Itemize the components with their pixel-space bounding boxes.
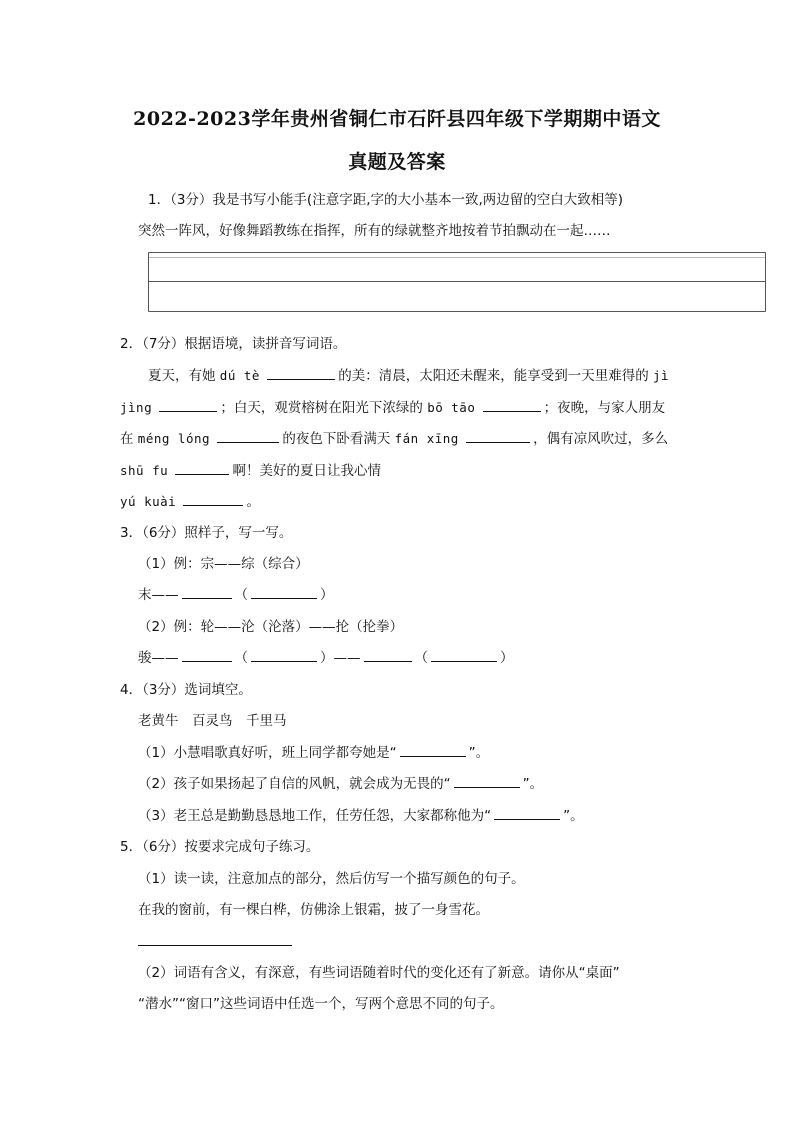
q3-example2: （2）例：轮——沦（沦落）——抡（抡拳）	[138, 619, 404, 635]
answer-blank[interactable]	[251, 648, 317, 662]
q4-label: 4．（3分）选词填空。	[120, 682, 252, 698]
q2-text: 的夜色下卧看满天	[282, 431, 391, 447]
paren: ）	[320, 650, 334, 666]
pinyin: fán xīng	[394, 431, 459, 446]
pinyin: jì	[653, 368, 670, 383]
q1-label: 1．（3分）我是书写小能手(注意字距,字的大小基本一致,两边留的空白大致相等)	[148, 192, 624, 208]
handwriting-guide-line	[149, 257, 765, 258]
answer-blank[interactable]	[182, 648, 232, 662]
answer-blank[interactable]	[159, 398, 217, 412]
q4-word-bank: 老黄牛 百灵鸟 千里马	[138, 713, 287, 729]
paren: （	[414, 650, 428, 666]
q5-instruction2a: （2）词语有含义，有深意，有些词语随着时代的变化还有了新意。请你从“桌面”	[138, 965, 620, 981]
q2-text: 的美：清晨，太阳还未醒来，能享受到一天里难得的	[338, 368, 649, 384]
paren: ）	[500, 650, 514, 666]
q2-label: 2．（7分）根据语境，读拼音写词语。	[120, 336, 347, 352]
q2-line2	[120, 396, 665, 416]
answer-blank[interactable]	[175, 461, 229, 475]
pinyin: dú tè	[219, 368, 260, 383]
q5-example-sentence: 在我的窗前，有一棵白桦，仿佛涂上银霜，披了一身雪花。	[138, 902, 489, 918]
paren: （	[234, 650, 248, 666]
q2-line1	[148, 364, 669, 384]
q4-sentence2	[138, 772, 543, 792]
dash: ——	[333, 650, 361, 666]
answer-blank[interactable]	[217, 429, 279, 443]
q2-text: 。	[246, 494, 260, 510]
q2-text: 在	[120, 431, 134, 447]
q2-line5	[120, 490, 260, 510]
q2-line3	[120, 427, 668, 447]
q3-line2	[138, 646, 514, 666]
answer-blank[interactable]	[454, 774, 520, 788]
q4-sentence1	[138, 741, 489, 761]
q2-text: ，偶有凉风吹过，多么	[533, 431, 669, 447]
answer-blank[interactable]	[431, 648, 497, 662]
q4-text: （1）小慧唱歌真好听，班上同学都夸她是“	[138, 745, 397, 761]
q2-text: 夏天，有她	[148, 368, 216, 384]
answer-blank[interactable]	[483, 398, 541, 412]
q5-instruction2b: “潜水”“窗口”这些词语中任选一个，写两个意思不同的句子。	[138, 996, 504, 1012]
q4-sentence3	[138, 804, 584, 824]
handwriting-mid-line	[149, 281, 765, 282]
answer-blank[interactable]	[466, 429, 530, 443]
answer-line[interactable]	[138, 945, 292, 946]
answer-blank[interactable]	[400, 743, 466, 757]
q2-text: ；白天，观赏榕树在阳光下浓绿的	[220, 400, 423, 416]
q3-line1	[138, 583, 334, 603]
answer-blank[interactable]	[182, 585, 232, 599]
answer-blank[interactable]	[267, 366, 335, 380]
pinyin: bō tāo	[427, 400, 476, 415]
q2-text: ；夜晚，与家人朋友	[543, 400, 666, 416]
answer-blank[interactable]	[183, 492, 243, 506]
q4-text: ”。	[468, 745, 490, 761]
handwriting-box[interactable]	[148, 252, 766, 312]
q2-line4	[120, 459, 381, 479]
q4-text: （2）孩子如果扬起了自信的风帆，就会成为无畏的“	[138, 776, 451, 792]
answer-blank[interactable]	[494, 806, 560, 820]
q1-text: 突然一阵风，好像舞蹈教练在指挥，所有的绿就整齐地按着节拍飘动在一起……	[138, 223, 611, 239]
pinyin: shū fu	[120, 463, 169, 478]
q5-label: 5．（6分）按要求完成句子练习。	[120, 839, 320, 855]
q4-text: ”。	[563, 808, 584, 824]
q3-char: 末——	[138, 587, 179, 603]
q3-char: 骏——	[138, 650, 179, 666]
q3-label: 3．（6分）照样子，写一写。	[120, 525, 293, 541]
pinyin: yú kuài	[120, 494, 177, 509]
pinyin: jìng	[120, 400, 153, 415]
document-title-line1: 2022-2023学年贵州省铜仁市石阡县四年级下学期期中语文	[133, 108, 661, 130]
pinyin: méng lóng	[137, 431, 211, 446]
q5-instruction1: （1）读一读，注意加点的部分，然后仿写一个描写颜色的句子。	[138, 871, 525, 887]
q2-text: 啊！美好的夏日让我心情	[232, 463, 381, 479]
q4-text: （3）老王总是勤勤恳恳地工作，任劳任怨，大家都称他为“	[138, 808, 492, 824]
q3-example1: （1）例：宗——综（综合）	[138, 556, 309, 572]
answer-blank[interactable]	[251, 585, 317, 599]
document-title-line2: 真题及答案	[348, 151, 446, 173]
q4-text: ”。	[522, 776, 544, 792]
paren: ）	[320, 587, 334, 603]
paren: （	[234, 587, 248, 603]
answer-blank[interactable]	[364, 648, 412, 662]
